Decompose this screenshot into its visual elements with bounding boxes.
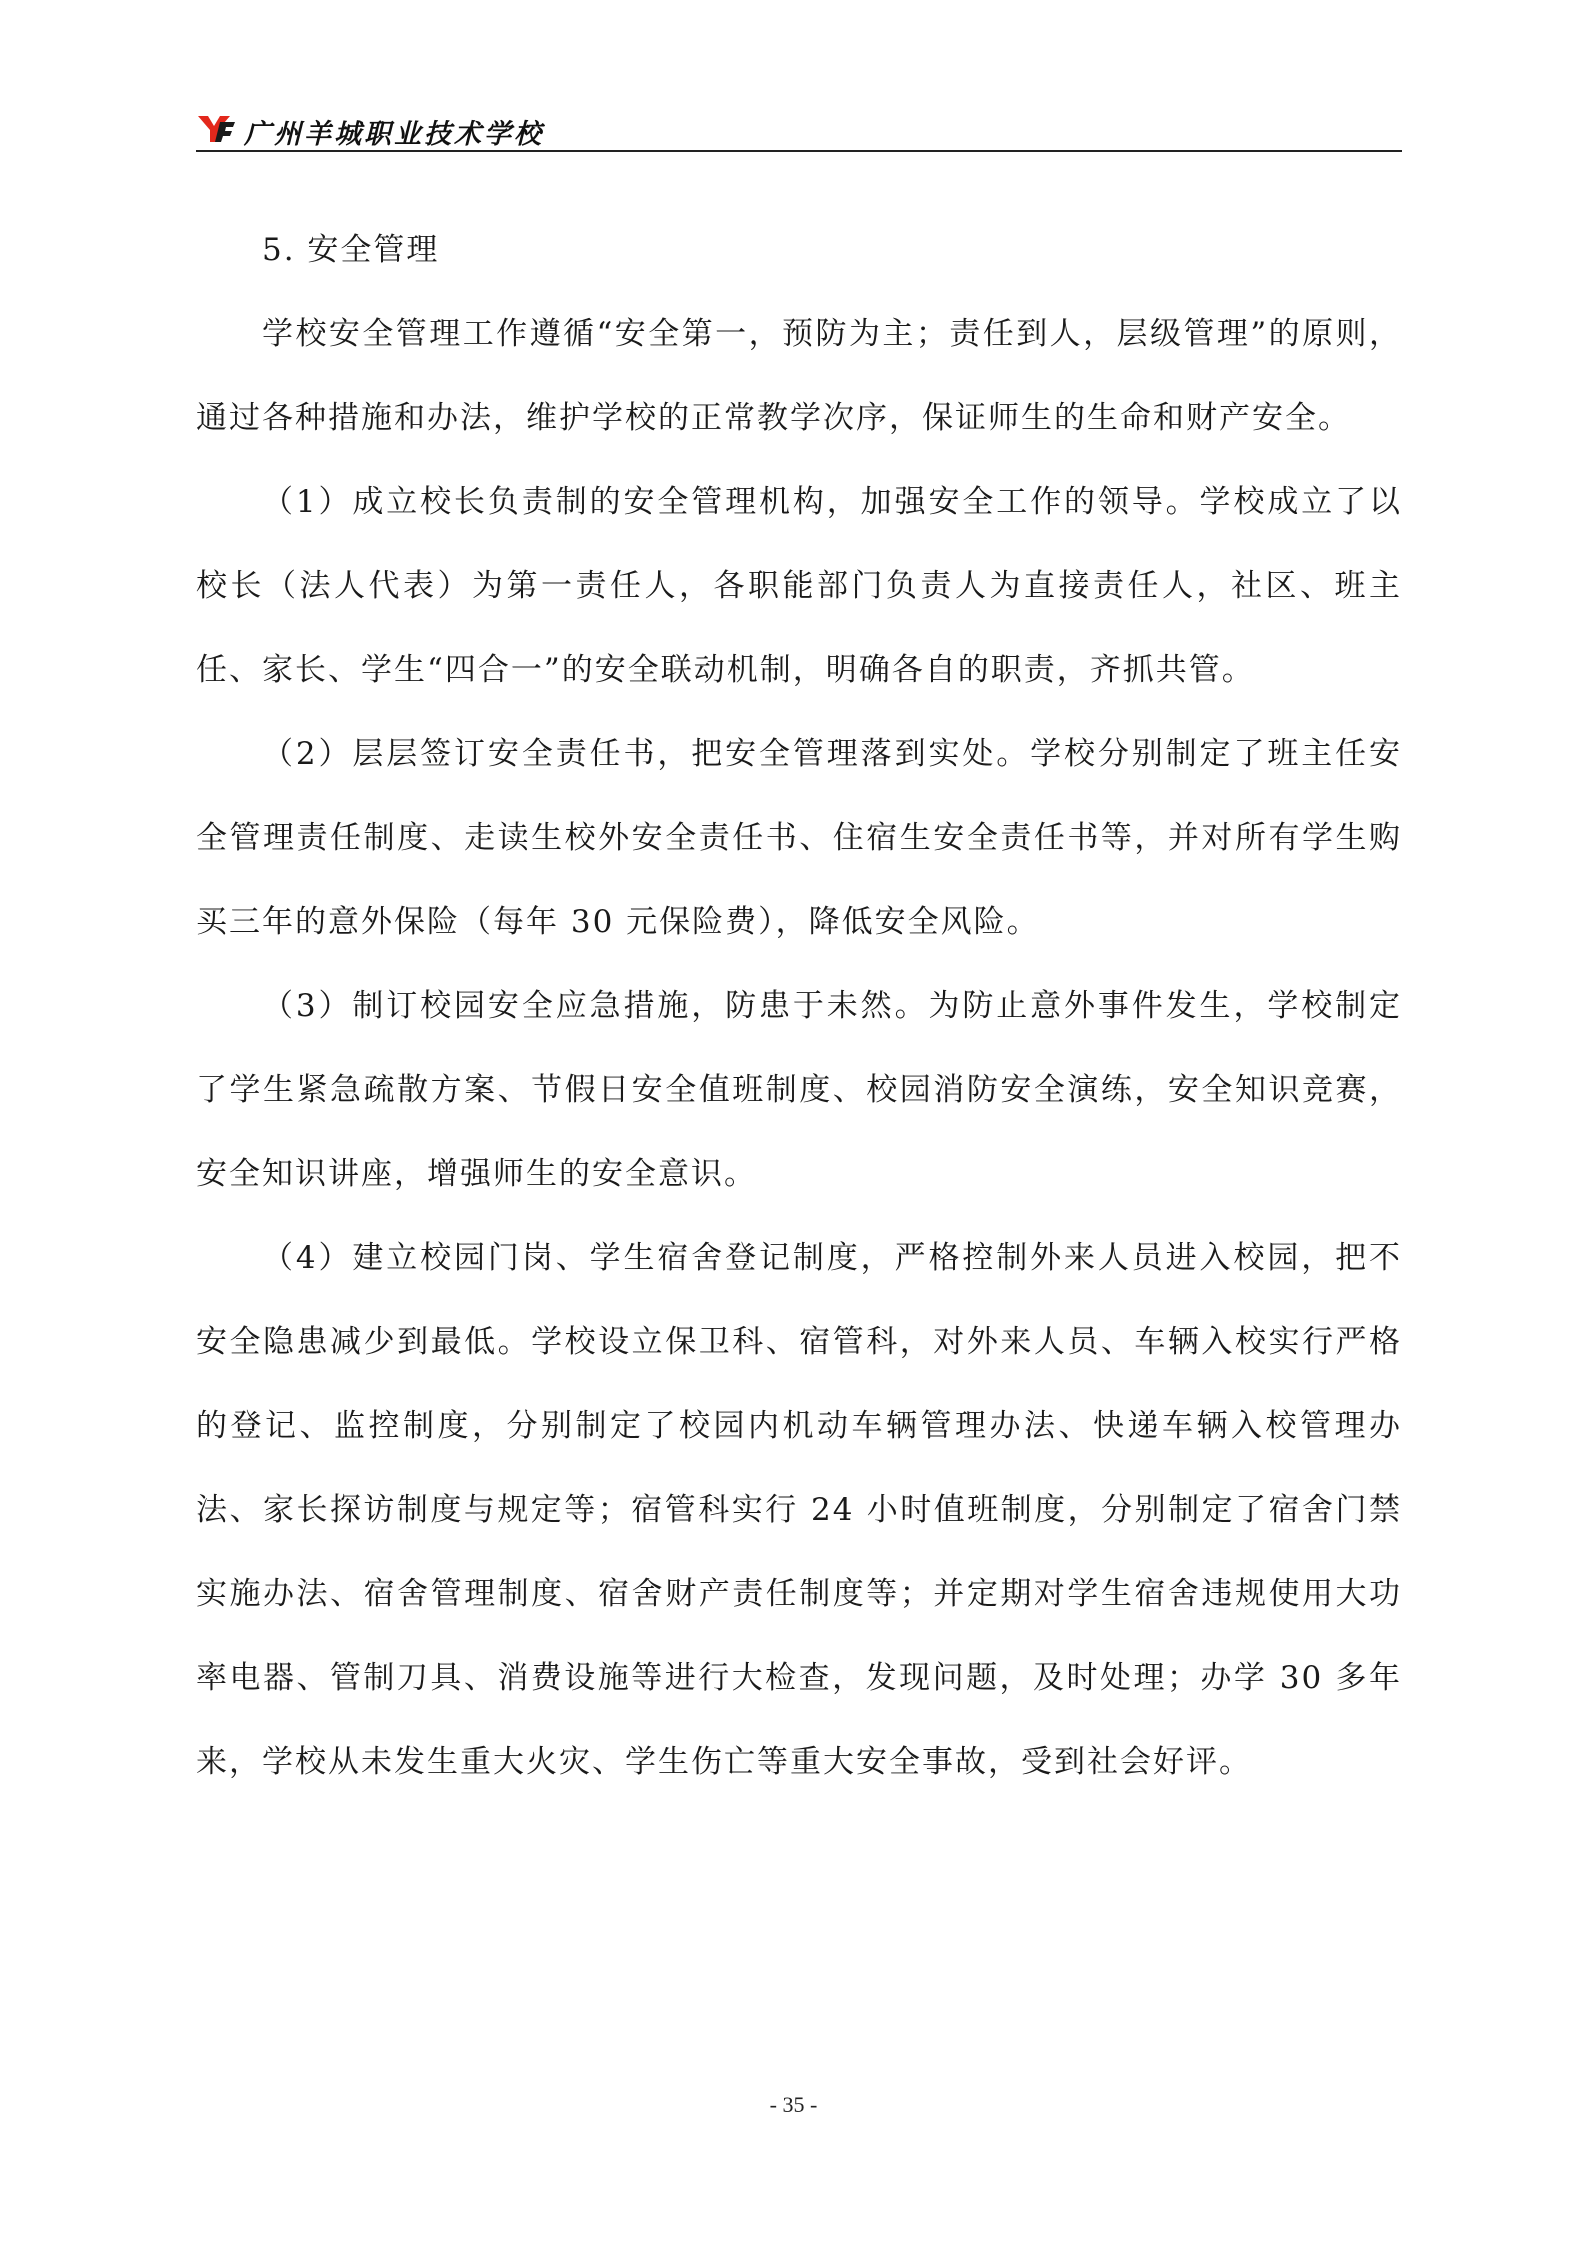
paragraph-intro: 学校安全管理工作遵循“安全第一，预防为主；责任到人，层级管理”的原则，通过各种措施和办法，维护学校的正常教学次序，保证师生的生命和财产安全。 <box>196 316 1402 436</box>
paragraph-3: （3）制订校园安全应急措施，防患于未然。为防止意外事件发生，学校制定了学生紧急疏散方案、节假日安全值班制度、校园消防安全演练，安全知识竞赛，安全知识讲座，增强师生的安全意识。 <box>196 988 1402 1192</box>
header-divider <box>196 150 1402 152</box>
paragraph-4: （4）建立校园门岗、学生宿舍登记制度，严格控制外来人员进入校园，把不安全隐患减少到最低。学校设立保卫科、宿管科，对外来人员、车辆入校实行严格的登记、监控制度，分别制定了校园内机动车辆管理办法、快递车辆入校管理办法、家长探访制度与规定等；宿管科实行 24 小时值班制度，分别制定了宿舍门禁实施办法、宿舍管理制度、宿舍财产责任制度等；并定期对学生宿舍违规使用大功率电器、管制刀具、消费设施等进行大检查，发现问题，及时处理；办学 30 多年来，学校从未发生重大火灾、学生伤亡等重大安全事故，受到社会好评。 <box>196 1240 1402 1780</box>
paragraph-2: （2）层层签订安全责任书，把安全管理落到实处。学校分别制定了班主任安全管理责任制度、走读生校外安全责任书、住宿生安全责任书等，并对所有学生购买三年的意外保险（每年 30 元保险费），降低安全风险。 <box>196 736 1402 940</box>
page-number: - 35 - <box>769 2092 818 2117</box>
paragraph-1: （1）成立校长负责制的安全管理机构，加强安全工作的领导。学校成立了以校长（法人代表）为第一责任人，各职能部门负责人为直接责任人，社区、班主任、家长、学生“四合一”的安全联动机制，明确各自的职责，齐抓共管。 <box>196 484 1402 688</box>
section-title: 5. 安全管理 <box>262 232 440 268</box>
page-header <box>196 108 1402 152</box>
school-name: 广州羊城职业技术学校 <box>244 119 544 150</box>
page-body <box>196 208 1402 1804</box>
school-logo-icon <box>196 114 236 144</box>
